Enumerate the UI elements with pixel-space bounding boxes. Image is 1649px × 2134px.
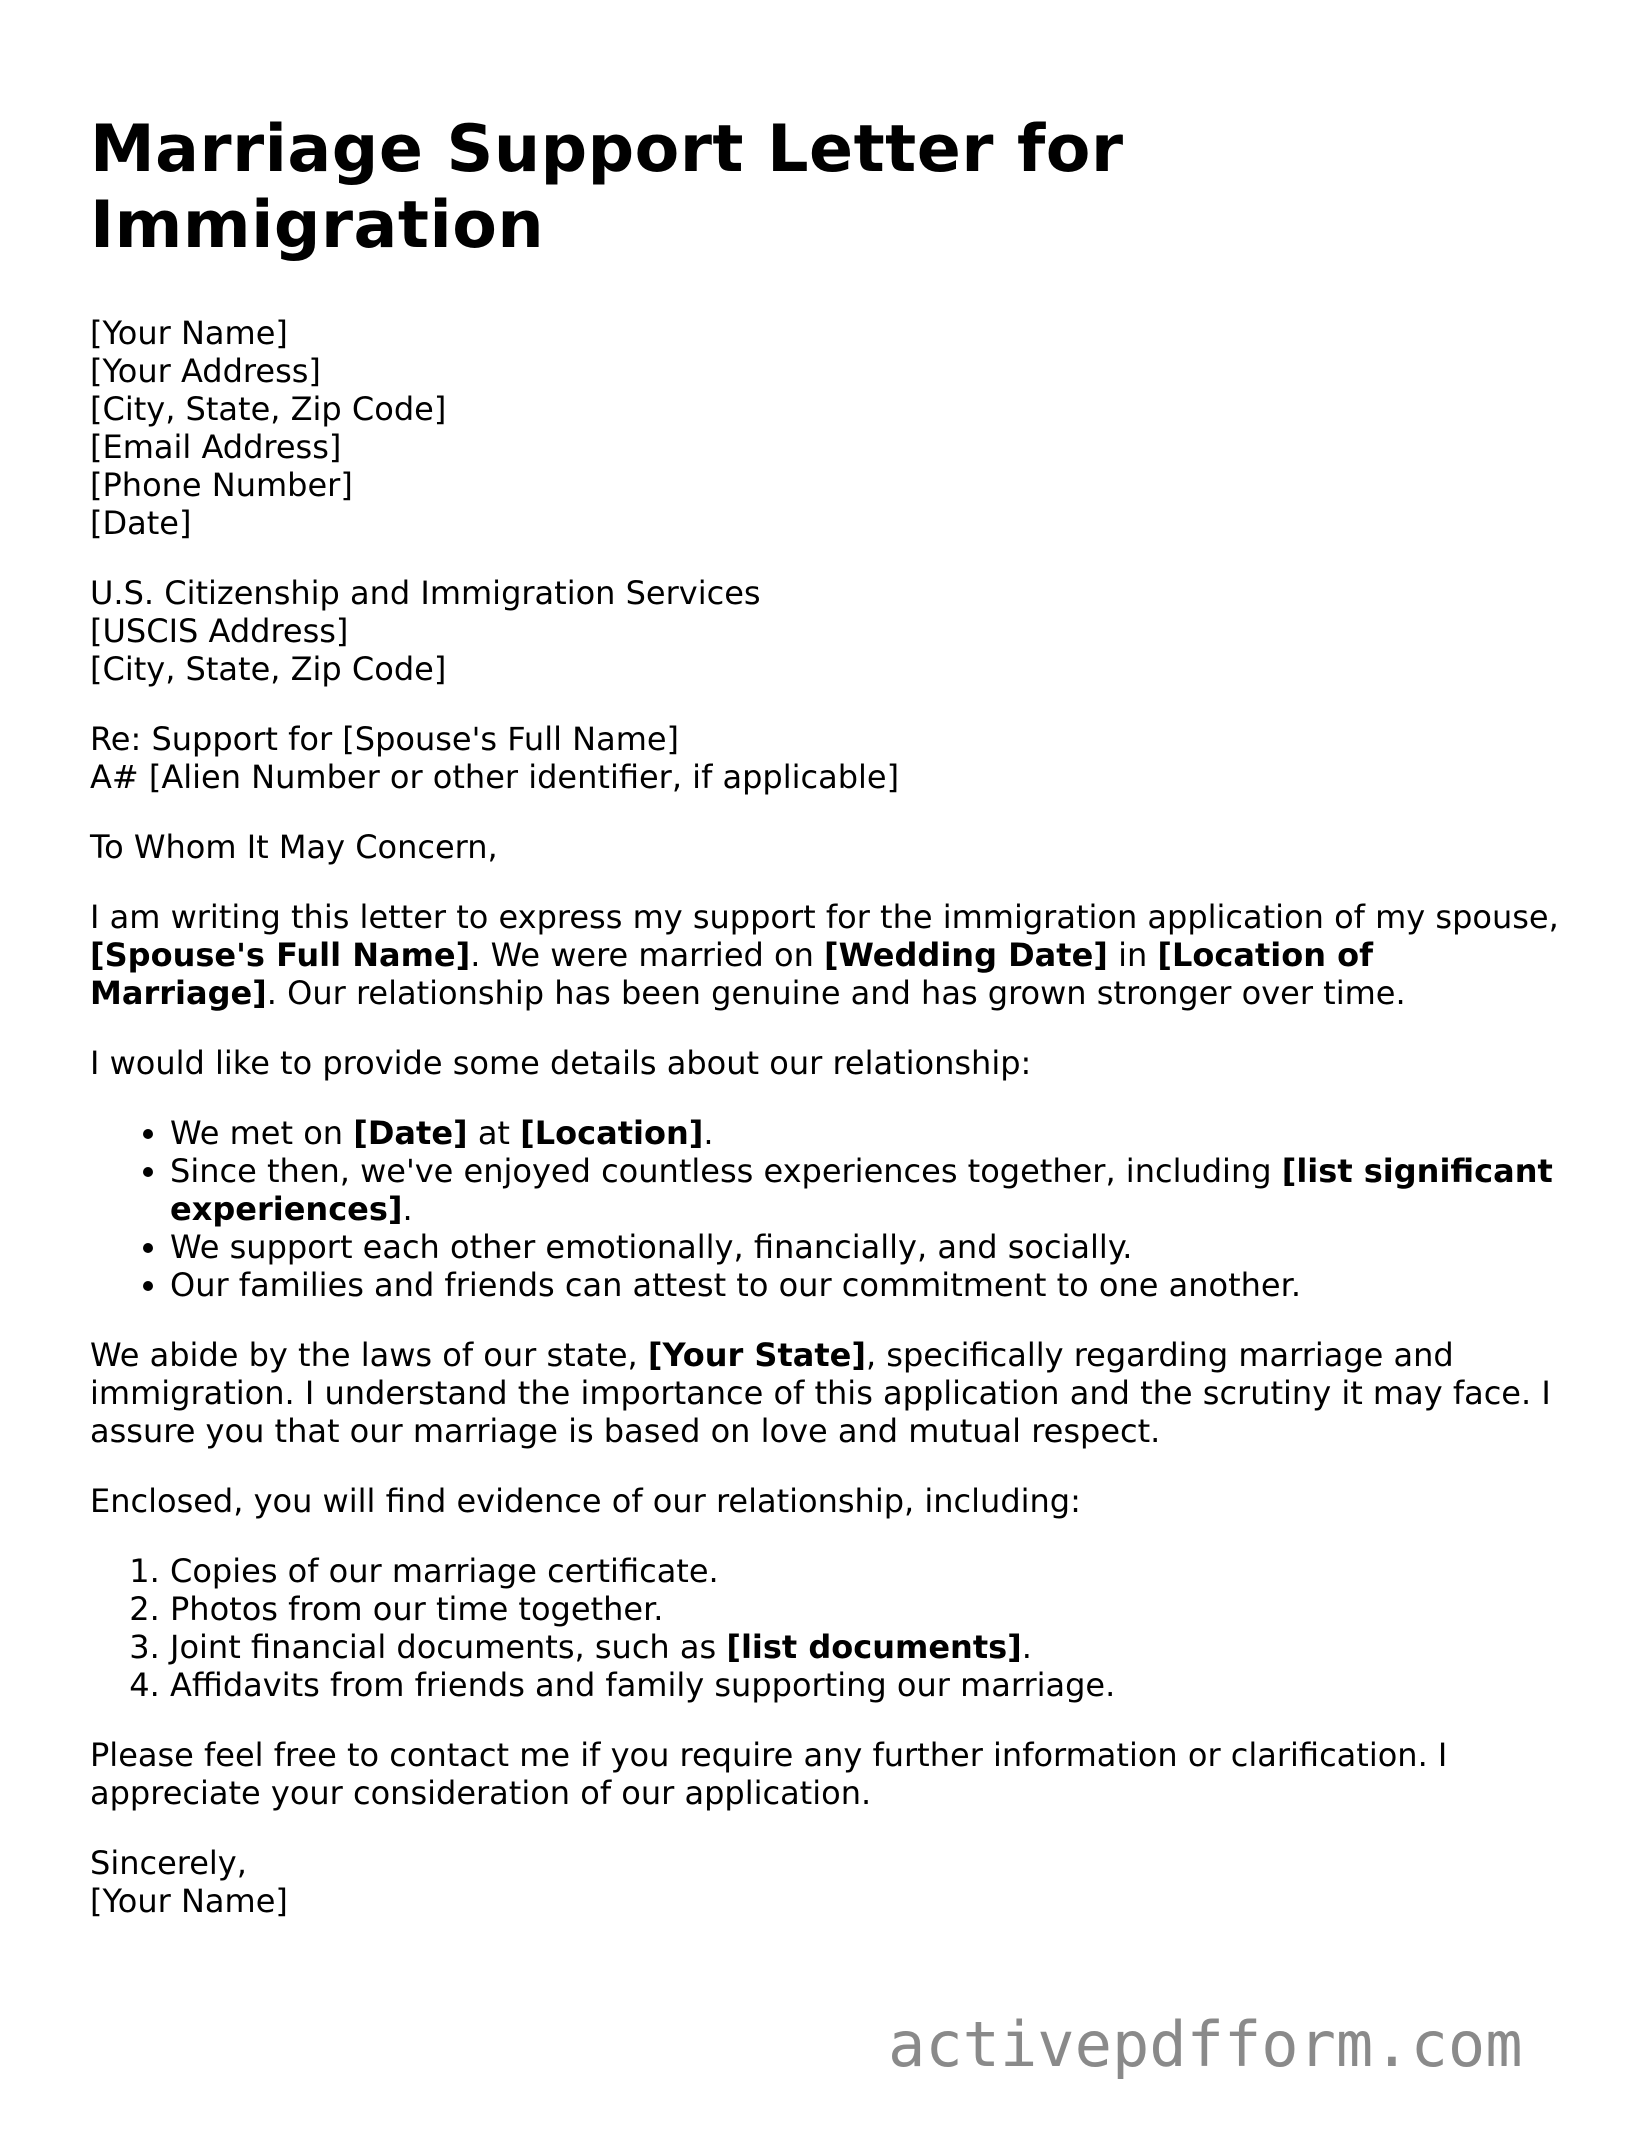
list-item-text: We support each other emotionally, financially, and socially. (170, 1228, 1133, 1266)
recipient-agency: U.S. Citizenship and Immigration Services (90, 574, 761, 612)
intro-text: I am writing this letter to express my support for the immigration application of my spouse, (90, 898, 1559, 936)
laws-paragraph (90, 1336, 1570, 1450)
laws-text: We abide by the laws of our state, (90, 1336, 648, 1374)
closing: Sincerely, (90, 1844, 247, 1882)
intro-paragraph (90, 898, 1570, 1012)
signature-block (90, 1844, 1570, 1920)
re-line: Re: Support for [Spouse's Full Name] (90, 720, 680, 758)
salutation: To Whom It May Concern, (90, 828, 498, 866)
experiences-placeholder: [list significant experiences] (170, 1152, 1553, 1228)
list-item-text: Since then, we've enjoyed countless experiences together, including (170, 1152, 1282, 1190)
sender-city-state-zip: [City, State, Zip Code] (90, 390, 447, 428)
spouse-name-placeholder: [Spouse's Full Name] (90, 936, 471, 974)
list-item-text: Joint financial documents, such as (170, 1628, 727, 1666)
recipient-city-state-zip: [City, State, Zip Code] (90, 650, 447, 688)
intro-text: . Our relationship has been genuine and has grown stronger over time. (266, 974, 1406, 1012)
re-block (90, 720, 1570, 796)
recipient-address: [USCIS Address] (90, 612, 349, 650)
list-item (170, 1152, 1570, 1228)
list-item-text: at (467, 1114, 521, 1152)
list-item-text: Affidavits from friends and family supporting our marriage. (170, 1666, 1116, 1704)
list-item (170, 1114, 1570, 1152)
wedding-date-placeholder: [Wedding Date] (824, 936, 1108, 974)
intro-text: . We were married on (470, 936, 825, 974)
list-item (170, 1228, 1570, 1266)
sender-block (90, 314, 1570, 542)
intro-text: in (1107, 936, 1158, 974)
list-item (170, 1590, 1570, 1628)
details-intro: I would like to provide some details about our relationship: (90, 1044, 1032, 1082)
sender-name: [Your Name] (90, 314, 288, 352)
list-item-text: Photos from our time together. (170, 1590, 664, 1628)
closing-paragraph: Please feel free to contact me if you require any further information or clarification. I appreciate your consideration of our application. (90, 1736, 1448, 1812)
documents-placeholder: [list documents] (726, 1628, 1022, 1666)
sender-address: [Your Address] (90, 352, 321, 390)
state-placeholder: [Your State] (647, 1336, 866, 1374)
sender-email: [Email Address] (90, 428, 342, 466)
list-item-text: Our families and friends can attest to our commitment to one another. (170, 1266, 1301, 1304)
page-title: Marriage Support Letter for Immigration (90, 112, 1124, 263)
letter-page (90, 112, 1570, 1952)
list-item (170, 1628, 1570, 1666)
list-item (170, 1666, 1570, 1704)
list-item-text: . (402, 1190, 413, 1228)
list-item-text: We met on (170, 1114, 354, 1152)
list-item-text: . (703, 1114, 714, 1152)
sender-date: [Date] (90, 504, 192, 542)
recipient-block (90, 574, 1570, 688)
sender-phone: [Phone Number] (90, 466, 353, 504)
marriage-location-placeholder: [Location of Marriage] (90, 936, 1374, 1012)
relationship-details-list (90, 1114, 1570, 1304)
met-date-placeholder: [Date] (353, 1114, 468, 1152)
watermark: activepdfform.com (888, 2008, 1523, 2081)
met-location-placeholder: [Location] (520, 1114, 704, 1152)
evidence-intro: Enclosed, you will find evidence of our relationship, including: (90, 1482, 1081, 1520)
signature-name: [Your Name] (90, 1882, 288, 1920)
alien-number-line: A# [Alien Number or other identifier, if applicable] (90, 758, 900, 796)
list-item-text: Copies of our marriage certificate. (170, 1552, 719, 1590)
laws-text: , specifically regarding marriage and immigration. I understand the importance of this application and the scrutiny it may face. I assure you that our marriage is based on love and mutual respect. (90, 1336, 1551, 1450)
list-item (170, 1266, 1570, 1304)
evidence-list (90, 1552, 1570, 1704)
list-item (170, 1552, 1570, 1590)
list-item-text: . (1021, 1628, 1032, 1666)
